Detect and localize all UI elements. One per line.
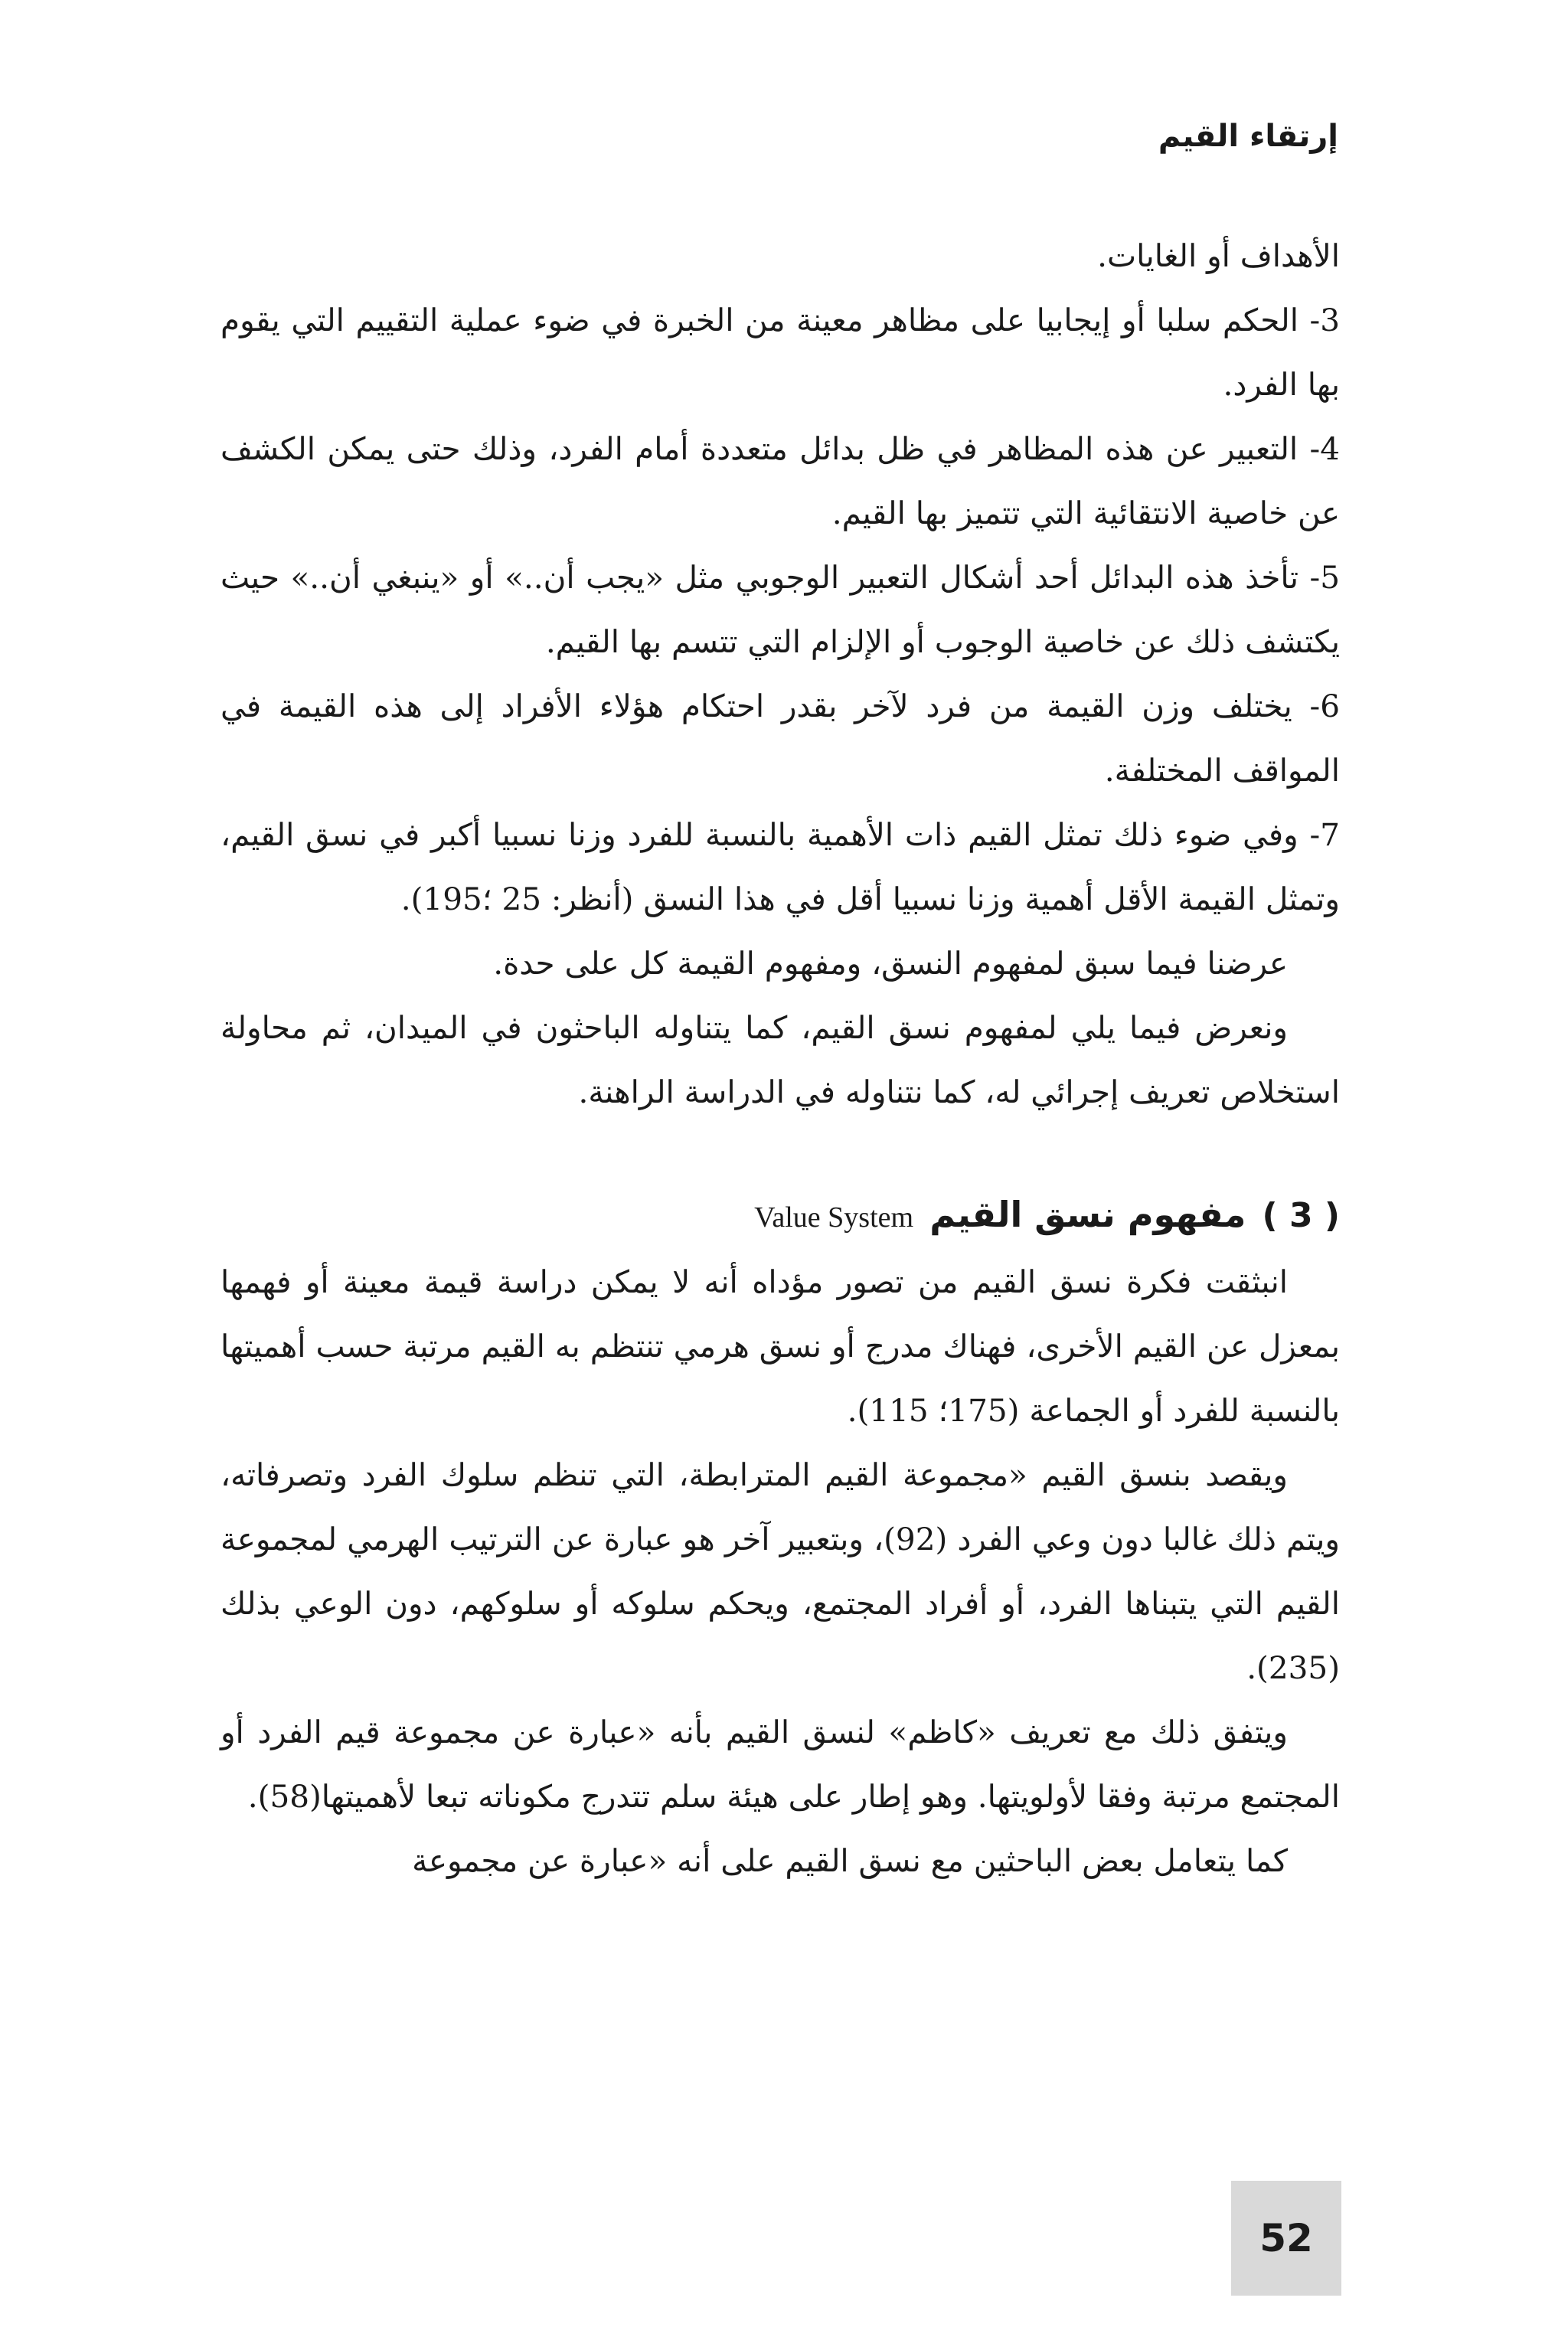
list-item-5: 5- تأخذ هذه البدائل أحد أشكال التعبير الوجوبي مثل «يجب أن..» أو «ينبغي أن..» حيث يكتشف ذلك عن خاصية الوجوب أو الإلزام التي تتسم بها القيم. bbox=[220, 559, 1340, 660]
body-text bbox=[220, 224, 1340, 1893]
page-number: 52 bbox=[1259, 2216, 1313, 2260]
list-item-3: 3- الحكم سلبا أو إيجابيا على مظاهر معينة من الخبرة في ضوء عملية التقييم التي يقوم بها الفرد. bbox=[220, 302, 1340, 403]
paragraph-section-2: ويقصد بنسق القيم «مجموعة القيم المترابطة، التي تنظم سلوك الفرد وتصرفاته، ويتم ذلك غالبا دون وعي الفرد (92)، وبتعبير آخر هو عبارة عن الترتيب الهرمي لمجموعة القيم التي يتبناها الفرد، أو أفراد المجتمع، ويحكم سلوكه أو سلوكهم، دون الوعي بذلك (235). bbox=[220, 1456, 1340, 1686]
section-heading bbox=[220, 1179, 1340, 1250]
section-title: مفهوم نسق القيم bbox=[929, 1194, 1246, 1235]
paragraph-transition: ونعرض فيما يلي لمفهوم نسق القيم، كما يتناوله الباحثون في الميدان، ثم محاولة استخلاص تعريف إجرائي له، كما نتناوله في الدراسة الراهنة. bbox=[220, 1009, 1340, 1110]
paragraph-section-3: ويتفق ذلك مع تعريف «كاظم» لنسق القيم بأنه «عبارة عن مجموعة قيم الفرد أو المجتمع مرتبة وفقا لأولويتها. وهو إطار على هيئة سلم تتدرج مكوناته تبعا لأهميتها(58). bbox=[220, 1714, 1340, 1815]
list-item-7: 7- وفي ضوء ذلك تمثل القيم ذات الأهمية بالنسبة للفرد وزنا نسبيا أكبر في نسق القيم، وتمثل القيمة الأقل أهمية وزنا نسبيا أقل في هذا النسق (أنظر: 25 ؛195). bbox=[220, 816, 1340, 917]
section-english-title: Value System bbox=[754, 1201, 914, 1234]
page-number-box bbox=[1231, 2181, 1341, 2296]
paragraph-section-1: انبثقت فكرة نسق القيم من تصور مؤداه أنه لا يمكن دراسة قيمة معينة أو فهمها بمعزل عن القيم الأخرى، فهناك مدرج أو نسق هرمي تنتظم به القيم مرتبة حسب أهميتها بالنسبة للفرد أو الجماعة (175؛ 115). bbox=[220, 1263, 1340, 1429]
running-head-title: إرتقاء القيم bbox=[1158, 119, 1338, 154]
paragraph-section-4: كما يتعامل بعض الباحثين مع نسق القيم على أنه «عبارة عن مجموعة bbox=[412, 1842, 1288, 1879]
section-number: ( 3 ) bbox=[1262, 1196, 1340, 1235]
section-spacer bbox=[220, 1124, 1340, 1179]
paragraph-continuation: الأهداف أو الغايات. bbox=[1097, 237, 1340, 274]
list-item-4: 4- التعبير عن هذه المظاهر في ظل بدائل متعددة أمام الفرد، وذلك حتى يمكن الكشف عن خاصية الانتقائية التي تتميز بها القيم. bbox=[220, 430, 1340, 531]
list-item-6: 6- يختلف وزن القيمة من فرد لآخر بقدر احتكام هؤلاء الأفراد إلى هذه القيمة في المواقف المختلفة. bbox=[220, 688, 1340, 789]
paragraph-summary: عرضنا فيما سبق لمفهوم النسق، ومفهوم القيمة كل على حدة. bbox=[493, 945, 1288, 982]
